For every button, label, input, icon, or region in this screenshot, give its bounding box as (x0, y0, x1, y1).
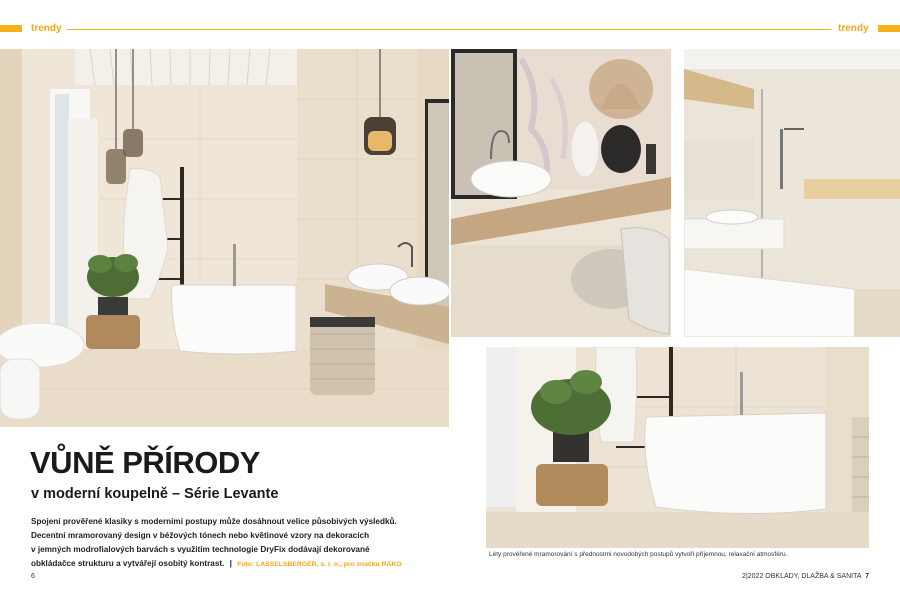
body-line-4-text: obkládačce strukturu a vytvářejí osobitý kontrast. (31, 559, 225, 568)
bathroom-main-illustration (0, 49, 449, 427)
article-body (31, 515, 451, 572)
article-title: VŮNĚ PŘÍRODY (30, 445, 260, 480)
page-number-right: 7 (865, 573, 869, 580)
photo-shower (684, 49, 900, 337)
body-line-2: Decentní mramorovaný design v béžových tónech nebo květinové vzory na dekoracích (31, 531, 370, 540)
header-right-bar (878, 25, 900, 32)
photo-bathroom-main (0, 49, 449, 427)
basin-closeup-illustration (451, 49, 671, 337)
photo-credit: Foto: LASSELSBERGER, s. r. o., pro značku RAKO (237, 561, 402, 568)
article-subtitle: v moderní koupelně – Série Levante (31, 486, 279, 502)
footer-issue (742, 573, 869, 580)
body-line-4 (31, 557, 451, 572)
header-left-bar (0, 25, 22, 32)
photo-basin-closeup (451, 49, 671, 337)
page-number-left: 6 (31, 573, 35, 580)
photo-caption: Léty prověřené mramorování s přednostmi novodobých postupů vytvoří příjemnou, relaxační atmosféru. (489, 551, 788, 558)
photo-bathtub (486, 347, 869, 548)
header-rule-left (67, 29, 831, 30)
header-left-tag: trendy (31, 23, 62, 34)
body-line-3: v jemných modrofialových barvách s využitím technologie DryFix dodávají dekorované (31, 545, 370, 554)
shower-illustration (684, 49, 900, 337)
body-line-1: Spojení prověřené klasiky s moderními postupy může dosáhnout velice působivých výsledků. (31, 517, 397, 526)
footer-issue-text: 2|2022 OBKLADY, DLAŽBA & SANITA (742, 573, 862, 580)
header-right-tag: trendy (838, 23, 869, 34)
bathtub-illustration (486, 347, 869, 548)
credit-separator: | (229, 559, 232, 568)
